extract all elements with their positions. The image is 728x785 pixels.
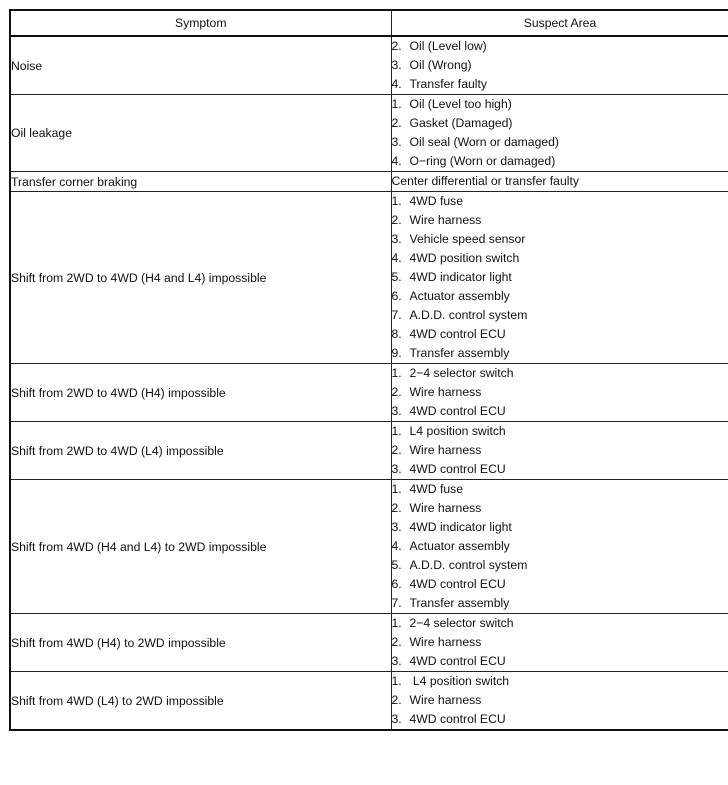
suspect-area-cell [391,672,728,731]
symptom-cell: Shift from 4WD (L4) to 2WD impossible [10,672,391,731]
list-item-number: 1. [391,482,402,496]
list-item-text: 4WD control ECU [409,654,506,668]
list-item [392,95,728,114]
table-row [10,422,728,480]
list-item-text: O−ring (Worn or damaged) [409,154,556,168]
list-item-number: 6. [391,289,402,303]
table-row [10,480,728,614]
symptom-cell: Shift from 2WD to 4WD (L4) impossible [10,422,391,480]
list-item [392,422,728,441]
list-item [392,575,728,594]
suspect-area-cell [391,192,728,364]
list-item [392,211,728,230]
list-item [392,652,728,671]
list-item-text: L4 position switch [409,674,510,688]
table-header-row [10,10,728,36]
list-item-number: 2. [391,693,402,707]
list-item-text: 4WD indicator light [409,270,512,284]
list-item [392,325,728,344]
list-item [392,672,728,691]
list-item-text: Oil (Wrong) [409,58,472,72]
list-item [392,460,728,479]
list-item-text: 4WD control ECU [409,462,506,476]
list-item-text: 4WD fuse [409,194,464,208]
suspect-area-cell [391,95,728,172]
list-item-number: 2. [391,385,402,399]
list-item [392,614,728,633]
list-item-text: 4WD control ECU [409,327,506,341]
list-item-text: Wire harness [409,213,482,227]
list-item-number: 2. [391,501,402,515]
list-item [392,633,728,652]
table-row [10,364,728,422]
list-item [392,306,728,325]
list-item-text: 4WD control ECU [409,712,506,726]
list-item [392,383,728,402]
list-item-number: 3. [391,232,402,246]
list-item-number: 1. [391,97,402,111]
list-item-number: 2. [391,443,402,457]
list-item [392,518,728,537]
table-row [10,172,728,192]
list-item-text: Wire harness [409,501,482,515]
list-item-number: 7. [391,596,402,610]
list-item-number: 2. [391,213,402,227]
list-item-text: 4WD control ECU [409,404,506,418]
list-item [392,152,728,171]
list-item [392,537,728,556]
list-item-text: Wire harness [409,693,482,707]
list-item-number: 3. [391,654,402,668]
list-item-number: 3. [391,58,402,72]
list-item [392,364,728,383]
suspect-area-text: Center differential or transfer faulty [391,174,579,188]
list-item-number: 3. [391,520,402,534]
symptom-cell: Oil leakage [10,95,391,172]
list-item-number: 2. [391,635,402,649]
list-item-text: Transfer assembly [409,346,510,360]
list-item-text: A.D.D. control system [409,558,528,572]
symptom-cell: Shift from 2WD to 4WD (H4 and L4) impossible [10,192,391,364]
list-item-number: 1. [391,674,402,688]
list-item [392,268,728,287]
list-item-number: 6. [391,577,402,591]
list-item-number: 8. [391,327,402,341]
list-item-text: Wire harness [409,635,482,649]
list-item [392,556,728,575]
list-item-number: 4. [391,77,402,91]
list-item-number: 4. [391,539,402,553]
list-item-number: 1. [391,366,402,380]
list-item-text: 4WD indicator light [409,520,512,534]
list-item [392,402,728,421]
list-item-text: 4WD fuse [409,482,464,496]
list-item [392,344,728,363]
list-item-number: 7. [391,308,402,322]
list-item [392,56,728,75]
list-item [392,249,728,268]
symptom-cell: Shift from 4WD (H4 and L4) to 2WD impossible [10,480,391,614]
table-row [10,36,728,95]
list-item [392,691,728,710]
symptom-cell: Transfer corner braking [10,172,391,192]
list-item [392,594,728,613]
list-item [392,133,728,152]
list-item [392,499,728,518]
list-item-text: Wire harness [409,385,482,399]
list-item-text: Gasket (Damaged) [409,116,513,130]
symptom-column-header: Symptom [10,10,391,36]
table-row [10,672,728,731]
list-item-text: Transfer faulty [409,77,487,91]
list-item-number: 3. [391,462,402,476]
suspect-area-cell [391,364,728,422]
list-item-number: 3. [391,404,402,418]
list-item-number: 9. [391,346,402,360]
list-item-text: 4WD control ECU [409,577,506,591]
list-item-number: 4. [391,154,402,168]
list-item-text: Oil seal (Worn or damaged) [409,135,559,149]
list-item [392,75,728,94]
table-row [10,192,728,364]
table-body [10,36,728,730]
list-item-number: 2. [391,116,402,130]
list-item-text: L4 position switch [409,424,506,438]
table-row [10,95,728,172]
list-item-number: 2. [391,39,402,53]
list-item [392,192,728,211]
list-item-number: 3. [391,135,402,149]
list-item-text: Actuator assembly [409,289,510,303]
list-item-number: 1. [391,194,402,208]
list-item-number: 1. [391,616,402,630]
table-row [10,614,728,672]
list-item [392,441,728,460]
suspect-area-cell [391,614,728,672]
list-item-number: 3. [391,712,402,726]
list-item-text: A.D.D. control system [409,308,528,322]
list-item-number: 4. [391,251,402,265]
troubleshooting-table [9,9,728,731]
list-item-text: Actuator assembly [409,539,510,553]
list-item-number: 1. [391,424,402,438]
suspect-area-cell [391,422,728,480]
list-item-text: Transfer assembly [409,596,510,610]
list-item-text: Wire harness [409,443,482,457]
list-item [392,114,728,133]
suspect-area-cell [391,172,728,192]
list-item [392,230,728,249]
list-item [392,37,728,56]
list-item [392,480,728,499]
symptom-cell: Shift from 4WD (H4) to 2WD impossible [10,614,391,672]
symptom-cell: Noise [10,36,391,95]
list-item-text: 2−4 selector switch [409,366,514,380]
list-item-text: 2−4 selector switch [409,616,514,630]
list-item [392,710,728,729]
list-item-number: 5. [391,558,402,572]
suspect-area-column-header: Suspect Area [391,10,728,36]
list-item-text: Vehicle speed sensor [409,232,526,246]
list-item-text: Oil (Level too high) [409,97,512,111]
list-item-number: 5. [391,270,402,284]
list-item [392,287,728,306]
list-item-text: Oil (Level low) [409,39,487,53]
symptom-cell: Shift from 2WD to 4WD (H4) impossible [10,364,391,422]
list-item-text: 4WD position switch [409,251,520,265]
suspect-area-cell [391,36,728,95]
suspect-area-cell [391,480,728,614]
